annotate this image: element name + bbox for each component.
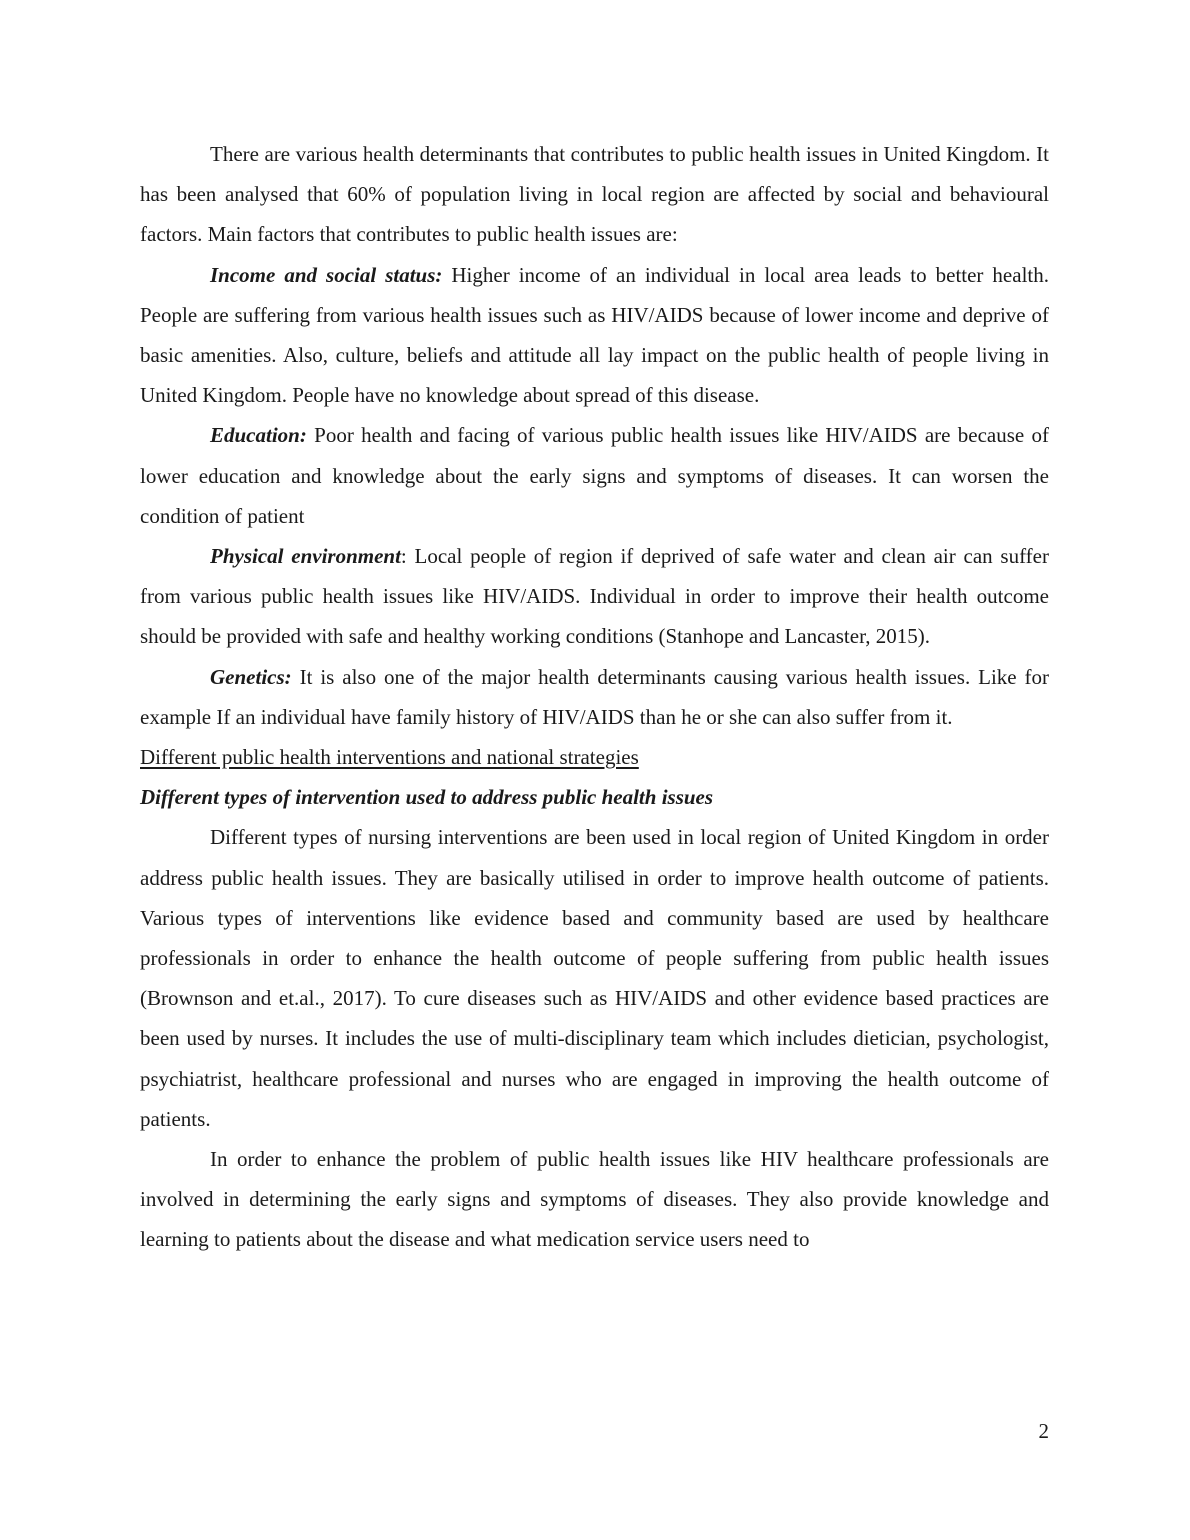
paragraph-hiv-professionals xyxy=(140,1139,1049,1260)
paragraph-text: In order to enhance the problem of public health issues like HIV healthcare professionals are involved in determining the early signs and symptoms of diseases. They also provide knowledge and learning to patients about the disease and what medication service users need to xyxy=(140,1147,1049,1252)
paragraph-text: Higher income of an individual in local area leads to better health. People are suffering from various health issues such as HIV/AIDS because of lower income and deprive of basic amenities. Also, culture, beliefs and attitude all lay impact on the public health of people living in United Kingdom. People have no knowledge about spread of this disease. xyxy=(140,262,1049,408)
paragraph-physical-environment xyxy=(140,536,1049,657)
document-body xyxy=(140,134,1049,1260)
paragraph-label: Genetics: xyxy=(210,664,292,689)
paragraph-text: There are various health determinants that contributes to public health issues in United Kingdom. It has been analysed that 60% of population living in local region are affected by social and behavioural factors. Main factors that contributes to public health issues are: xyxy=(140,142,1049,247)
paragraph-text: Different types of nursing interventions are been used in local region of United Kingdom in order address public health issues. They are basically utilised in order to improve health outcome of patients. Various types of interventions like evidence based and community based are used by healthcare professionals in order to enhance the health outcome of people suffering from public health issues (Brownson and et.al., 2017). To cure diseases such as HIV/AIDS and other evidence based practices are been used by nurses. It includes the use of multi-disciplinary team which includes dietician, psychologist, psychiatrist, healthcare professional and nurses who are engaged in improving the health outcome of patients. xyxy=(140,825,1049,1131)
paragraph-health-determinants-intro xyxy=(140,134,1049,255)
paragraph-text: It is also one of the major health determinants causing various health issues. Like for example If an individual have family history of HIV/AIDS than he or she can also suffer from it. xyxy=(140,664,1049,729)
paragraph-label: Education: xyxy=(210,423,307,448)
paragraph-genetics xyxy=(140,657,1049,737)
subsection-heading-intervention-types: Different types of intervention used to address public health issues xyxy=(140,785,714,810)
paragraph-education xyxy=(140,415,1049,536)
paragraph-label: Income and social status: xyxy=(210,262,443,287)
paragraph-text: : Local people of region if deprived of safe water and clean air can suffer from various public health issues like HIV/AIDS. Individual in order to improve their health outcome should be provided with safe and healthy working conditions (Stanhope and Lancaster, 2015). xyxy=(140,544,1049,649)
page-number: 2 xyxy=(1038,1419,1049,1443)
section-heading-interventions-strategies: Different public health interventions and national strategies xyxy=(140,745,639,770)
paragraph-income-social-status xyxy=(140,255,1049,416)
paragraph-nursing-interventions xyxy=(140,817,1049,1139)
paragraph-text: Poor health and facing of various public health issues like HIV/AIDS are because of lower education and knowledge about the early signs and symptoms of diseases. It can worsen the condition of patient xyxy=(140,423,1049,528)
paragraph-label: Physical environment xyxy=(210,544,401,569)
